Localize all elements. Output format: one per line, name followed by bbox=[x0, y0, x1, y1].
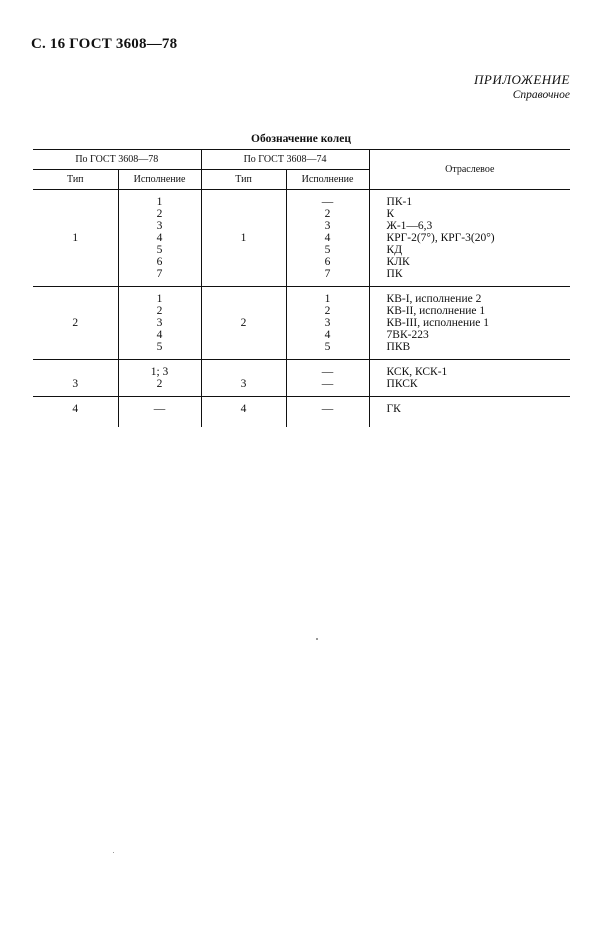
execution-78-cell: 1; 3 2 bbox=[118, 360, 201, 397]
table-row bbox=[33, 360, 570, 397]
appendix-label bbox=[474, 72, 570, 101]
header-execution-74: Исполнение bbox=[286, 170, 369, 190]
header-type-78: Тип bbox=[33, 170, 118, 190]
scan-speck bbox=[113, 852, 114, 853]
page-header: С. 16 ГОСТ 3608—78 bbox=[31, 36, 178, 52]
header-type-74: Тип bbox=[201, 170, 286, 190]
header-gost-3608-74: По ГОСТ 3608—74 bbox=[201, 150, 369, 170]
type-74-cell: 4 bbox=[201, 397, 286, 428]
type-78-cell: 4 bbox=[33, 397, 118, 428]
industry-cell: КВ-I, исполнение 2 КВ-II, исполнение 1 КВ-III, исполнение 1 7ВК-223 ПКВ bbox=[386, 293, 489, 353]
execution-74-cell: 1 2 3 4 5 bbox=[286, 287, 369, 360]
table-row bbox=[33, 287, 570, 360]
industry-cell: КСК, КСК-1 ПКСК bbox=[386, 366, 448, 390]
table-title: Обозначение колец bbox=[251, 133, 351, 145]
execution-78-cell: 1 2 3 4 5 bbox=[118, 287, 201, 360]
type-78-cell: 1 bbox=[33, 190, 118, 287]
execution-78-cell: 1 2 3 4 5 6 7 bbox=[118, 190, 201, 287]
appendix-subtitle: Справочное bbox=[512, 89, 570, 101]
industry-cell: ПК-1 К Ж-1—6,3 КРГ-2(7°), КРГ-3(20°) КД КЛК ПК bbox=[386, 196, 495, 280]
execution-74-cell: — bbox=[286, 397, 369, 428]
header-industry: Отраслевое bbox=[369, 150, 570, 190]
type-78-cell: 3 bbox=[33, 360, 118, 397]
execution-74-cell: — 2 3 4 5 6 7 bbox=[286, 190, 369, 287]
table-row bbox=[33, 190, 570, 287]
rings-designation-table bbox=[33, 149, 570, 427]
industry-cell: ГК bbox=[386, 403, 401, 415]
header-execution-78: Исполнение bbox=[118, 170, 201, 190]
execution-78-cell: — bbox=[118, 397, 201, 428]
execution-74-cell: — — bbox=[286, 360, 369, 397]
type-78-cell: 2 bbox=[33, 287, 118, 360]
scan-speck bbox=[316, 638, 318, 640]
appendix-title: ПРИЛОЖЕНИЕ bbox=[474, 72, 570, 87]
table-row bbox=[33, 397, 570, 428]
type-74-cell: 1 bbox=[201, 190, 286, 287]
header-gost-3608-78: По ГОСТ 3608—78 bbox=[33, 150, 201, 170]
type-74-cell: 2 bbox=[201, 287, 286, 360]
type-74-cell: 3 bbox=[201, 360, 286, 397]
